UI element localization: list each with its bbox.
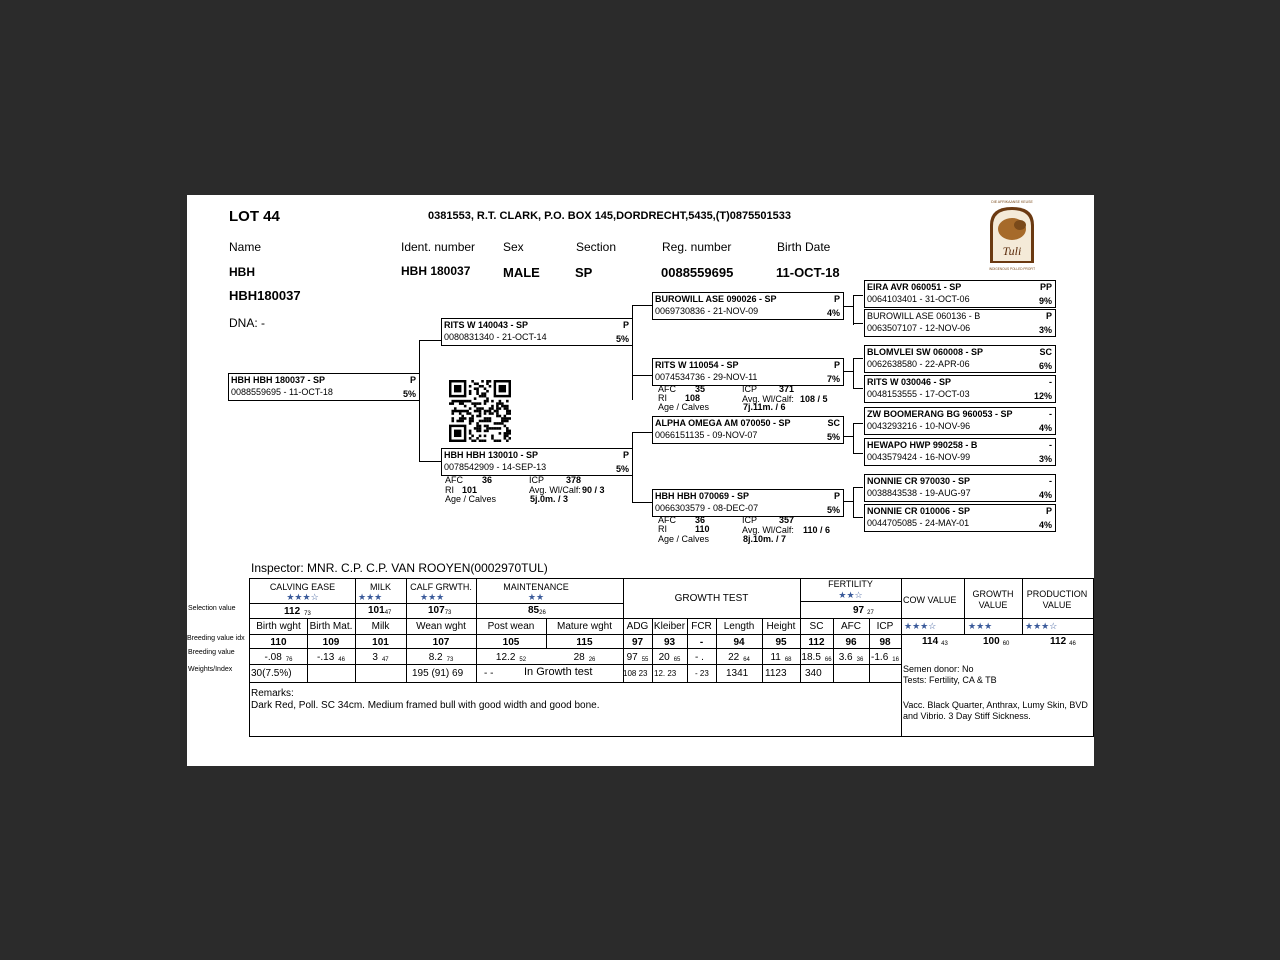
bv-value: 20 65 bbox=[658, 652, 681, 663]
col-header: Kleiber bbox=[653, 621, 686, 632]
bv-value: 28 26 bbox=[573, 652, 596, 663]
col-header: Wean wght bbox=[416, 621, 466, 632]
label-reg: Reg. number bbox=[662, 240, 732, 254]
hdr-calf-growth: CALF GRWTH. bbox=[410, 582, 472, 592]
dam-dam-stats: AFC 36 ICP 357 RI 110 Avg. Wl/Calf: 110 / 6 Age / Calves 8j.10m. / 7 bbox=[658, 515, 831, 544]
bv-value: 3 47 bbox=[372, 652, 389, 663]
bvi-value: 96 bbox=[845, 637, 857, 648]
pedigree-gg-3: BLOMVLEI SW 060008 - SP SC 0062638580 - 22-APR-06 6% bbox=[864, 345, 1056, 373]
wi-kleiber: 12. 23 bbox=[654, 669, 677, 678]
logo-top-text: DIE AFRIKAANSE KEUSE bbox=[991, 200, 1033, 204]
sel-calving-ease: 112 73 bbox=[284, 606, 311, 617]
stars-calving-ease: ★★★☆ bbox=[286, 592, 319, 602]
sel-calf-growth: 10773 bbox=[428, 605, 452, 616]
bvi-value: 110 bbox=[270, 637, 287, 648]
dna-status: DNA: - bbox=[229, 316, 265, 330]
bvi-value: 93 bbox=[663, 637, 676, 648]
stars-production: ★★★☆ bbox=[1025, 621, 1058, 631]
col-header: ICP bbox=[876, 621, 894, 632]
hdr-fertility: FERTILITY bbox=[828, 579, 873, 589]
bv-value: -1.6 16 bbox=[871, 652, 899, 663]
col-header: SC bbox=[809, 621, 824, 632]
pedigree-gg-7: NONNIE CR 970030 - SP - 0038843538 - 19-AUG-97 4% bbox=[864, 474, 1056, 502]
label-birth: Birth Date bbox=[777, 240, 831, 254]
wi-length: 1341 bbox=[726, 668, 749, 679]
row-label-wi: Weights/Index bbox=[188, 666, 233, 673]
pedigree-dam-sire: ALPHA OMEGA AM 070050 - SP SC 0066151135 - 09-NOV-07 5% bbox=[652, 416, 844, 444]
wi-sc: 340 bbox=[805, 668, 822, 679]
dam-stats: AFC 36 ICP 378 RI 101 Avg. Wl/Calf: 90 / 3 Age / Calves 5j.0m. / 3 bbox=[445, 475, 605, 504]
value-sex: MALE bbox=[503, 265, 540, 280]
tuli-logo bbox=[982, 197, 1042, 273]
pedigree-dam-dam: HBH HBH 070069 - SP P 0066303579 - 08-DEC-07 5% bbox=[652, 489, 844, 517]
bv-value: -.13 46 bbox=[317, 652, 345, 663]
stars-fertility: ★★☆ bbox=[838, 590, 863, 600]
vaccinations: Vacc. Black Quarter, Anthrax, Lumy Skin, BVD and Vibrio. 3 Day Stiff Sickness. bbox=[903, 700, 1088, 721]
remarks-text: Dark Red, Poll. SC 34cm. Medium framed bull with good width and good bone. bbox=[251, 700, 600, 711]
qr-code[interactable] bbox=[449, 380, 511, 442]
sel-milk: 10147 bbox=[368, 605, 392, 616]
value-name: HBH bbox=[229, 265, 255, 279]
inspector: Inspector: MNR. C.P. C.P. VAN ROOYEN(0002970TUL) bbox=[251, 561, 548, 575]
growth-value: 100 60 bbox=[983, 636, 1010, 647]
bvi-value: - bbox=[699, 637, 704, 648]
col-header: Milk bbox=[371, 621, 390, 632]
hdr-maintenance: MAINTENANCE bbox=[503, 582, 569, 592]
pedigree-subject: HBH HBH 180037 - SP P 0088559695 - 11-OCT-18 5% bbox=[228, 373, 420, 401]
bv-value: 11 68 bbox=[770, 652, 792, 663]
pedigree-gg-8: NONNIE CR 010006 - SP P 0044705085 - 24-MAY-01 4% bbox=[864, 504, 1056, 532]
stars-growth: ★★★ bbox=[968, 621, 993, 631]
wi-adg: 108 23 bbox=[623, 669, 648, 678]
pedigree-gg-2: BUROWILL ASE 060136 - B P 0063507107 - 12-NOV-06 3% bbox=[864, 309, 1056, 337]
pedigree-gg-5: ZW BOOMERANG BG 960053 - SP - 0043293216 - 10-NOV-96 4% bbox=[864, 407, 1056, 435]
col-header: AFC bbox=[841, 621, 861, 632]
wi-post: - - bbox=[484, 668, 494, 679]
col-header: Birth wght bbox=[256, 621, 301, 632]
label-sex: Sex bbox=[503, 240, 524, 254]
wi-fcr: - 23 bbox=[695, 669, 709, 678]
hdr-growth-test: GROWTH TEST bbox=[674, 593, 749, 604]
col-header: Height bbox=[766, 621, 796, 632]
sire-dam-stats: AFC 35 ICP 371 RI 108 Avg. Wl/Calf: 108 / 5 Age / Calves 7j.11m. / 6 bbox=[658, 384, 828, 412]
stars-milk: ★★★ bbox=[358, 592, 383, 602]
production-value: 112 46 bbox=[1050, 636, 1076, 647]
hdr-growth-value: GROWTH VALUE bbox=[972, 589, 1014, 610]
pedigree-sire-dam: RITS W 110054 - SP P 0074534736 - 29-NOV-11 7% bbox=[652, 358, 844, 386]
sel-maintenance: 8526 bbox=[528, 605, 546, 616]
pedigree-gg-1: EIRA AVR 060051 - SP PP 0064103401 - 31-OCT-06 9% bbox=[864, 280, 1056, 308]
bv-value: 8.2 73 bbox=[428, 652, 454, 663]
bvi-value: 98 bbox=[879, 637, 891, 648]
col-header: Length bbox=[723, 621, 755, 632]
bv-value: 18.5 66 bbox=[801, 652, 832, 663]
animal-id: HBH180037 bbox=[229, 288, 301, 303]
logo-brand: Tuli bbox=[1002, 244, 1022, 258]
label-name: Name bbox=[229, 240, 262, 254]
wi-wean: 195 (91) 69 bbox=[412, 668, 464, 679]
row-label-bv: Breeding value bbox=[188, 649, 235, 656]
stars-calf-growth: ★★★ bbox=[420, 592, 445, 602]
bvi-value: 97 bbox=[631, 637, 644, 648]
pedigree-gg-4: RITS W 030046 - SP - 0048153555 - 17-OCT-03 12% bbox=[864, 375, 1056, 403]
value-ident: HBH 180037 bbox=[401, 264, 471, 278]
pedigree-sire: RITS W 140043 - SP P 0080831340 - 21-OCT-14 5% bbox=[441, 318, 633, 346]
bvi-value: 105 bbox=[502, 637, 520, 648]
bv-value: 3.6 36 bbox=[838, 652, 864, 663]
logo-bottom-text: INDIGENOUS POLLED PROFIT bbox=[988, 267, 1036, 271]
bv-value: -.08 76 bbox=[264, 652, 293, 663]
lot-number: LOT 44 bbox=[229, 208, 280, 225]
label-section: Section bbox=[576, 240, 617, 254]
value-reg: 0088559695 bbox=[661, 265, 734, 280]
stars-cow: ★★★☆ bbox=[904, 621, 937, 631]
bvi-value: 101 bbox=[372, 637, 389, 648]
pedigree-sheet bbox=[187, 195, 1094, 766]
sel-fertility: 97 27 bbox=[853, 605, 874, 616]
semen-donor: Semen donor: No bbox=[903, 664, 974, 674]
bvi-value: 95 bbox=[775, 637, 787, 648]
bv-value: 22 64 bbox=[728, 652, 750, 663]
breeder-info: 0381553, R.T. CLARK, P.O. BOX 145,DORDRECHT,5435,(T)0875501533 bbox=[428, 210, 791, 222]
bvi-value: 94 bbox=[733, 637, 745, 648]
hdr-production-value: PRODUCTION VALUE bbox=[1026, 589, 1088, 610]
col-header: Birth Mat. bbox=[309, 621, 353, 632]
stars-maintenance: ★★ bbox=[527, 592, 545, 602]
value-birth: 11-OCT-18 bbox=[776, 265, 840, 280]
pedigree-gg-6: HEWAPO HWP 990258 - B - 0043579424 - 16-NOV-99 3% bbox=[864, 438, 1056, 466]
col-header: FCR bbox=[691, 621, 712, 632]
value-section: SP bbox=[575, 265, 593, 280]
bvi-value: 109 bbox=[322, 637, 340, 648]
label-ident: Ident. number bbox=[401, 240, 476, 254]
hdr-calving-ease: CALVING EASE bbox=[269, 582, 336, 592]
row-label-bvi: Breeding value idx bbox=[187, 635, 245, 642]
bv-value: 97 55 bbox=[626, 652, 649, 663]
cow-value: 114 43 bbox=[922, 636, 948, 647]
col-header: ADG bbox=[626, 621, 649, 632]
breeding-values-table bbox=[249, 578, 1094, 737]
tests: Tests: Fertility, CA & TB bbox=[903, 675, 997, 685]
hdr-cow-value: COW VALUE bbox=[903, 595, 957, 605]
wi-height: 1123 bbox=[765, 668, 787, 679]
bvi-value: 115 bbox=[576, 637, 593, 648]
wi-in-growth: In Growth test bbox=[524, 666, 593, 678]
col-header: Post wean bbox=[487, 621, 535, 632]
wi-birth: 30(7.5%) bbox=[251, 668, 292, 679]
bvi-value: 107 bbox=[432, 637, 450, 648]
row-label-selection: Selection value bbox=[188, 605, 236, 612]
col-header: Mature wght bbox=[556, 621, 613, 632]
bv-value: 12.2 52 bbox=[495, 652, 527, 663]
hdr-milk: MILK bbox=[369, 582, 391, 592]
bvi-value: 112 bbox=[808, 637, 825, 648]
pedigree-dam: HBH HBH 130010 - SP P 0078542909 - 14-SEP-13 5% bbox=[441, 448, 633, 476]
remarks-label: Remarks: bbox=[251, 688, 294, 699]
pedigree-sire-sire: BUROWILL ASE 090026 - SP P 0069730836 - 21-NOV-09 4% bbox=[652, 292, 844, 320]
bv-value: - . bbox=[695, 652, 704, 663]
